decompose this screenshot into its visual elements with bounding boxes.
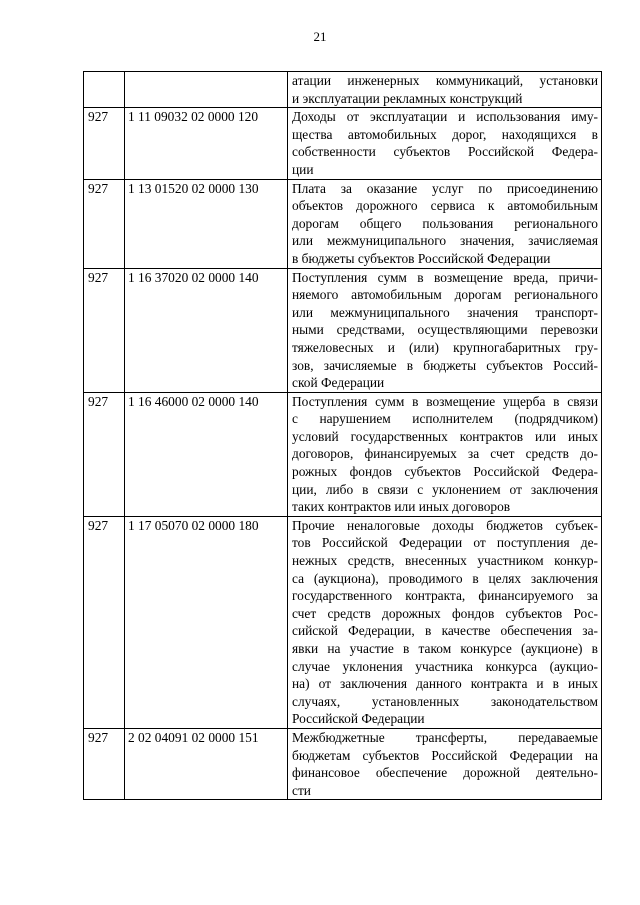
description-line: таких контрактов или иных договоров [292,499,511,515]
description-line: нежных средств, внесенных участником конкур- [292,553,598,569]
revenue-description-cell [288,179,602,268]
description-line: или межмуниципального значения, зачисляемая [292,233,598,249]
page-number: 21 [313,29,327,44]
revenue-description-cell [288,516,602,728]
description-line: и эксплуатации рекламных конструкций [292,90,523,106]
table-row [84,72,602,108]
description-line: бюджетам субъектов Российской Федерации на [292,747,598,763]
revenue-codes-table [83,71,602,800]
description-line: ской Федерации [292,375,385,391]
description-line: зов, зачисляемые в бюджеты субъектов Россий- [292,357,598,373]
description-line: тов Российской Федерации от поступления де- [292,535,598,551]
description-line: ции, либо в связи с уклонением от заключения [292,481,598,497]
description-line: щества автомобильных дорог, находящихся в [292,126,598,142]
description-line: в бюджеты субъектов Российской Федерации [292,250,551,266]
budget-classification-code-cell: 1 11 09032 02 0000 120 [125,108,288,179]
revenue-description-cell [288,108,602,179]
description-line: случае уклонения участника конкурса (аукцио- [292,658,598,674]
admin-code-cell [84,72,125,108]
description-line: условий государственных контрактов или иных [292,428,598,444]
description-line: рожных фондов субъектов Российской Федера- [292,464,598,480]
revenue-description-cell [288,392,602,516]
description-line: случаях, установленных законодательством [292,693,598,709]
description-line: на) от заключения данного контракта и в иных [292,676,598,692]
description-line: или межмуниципального значения транспорт- [292,304,598,320]
budget-classification-code-cell: 2 02 04091 02 0000 151 [125,728,288,799]
budget-classification-code-cell: 1 13 01520 02 0000 130 [125,179,288,268]
description-line: ными средствами, осуществляющими перевозки [292,322,598,338]
description-line: Доходы от эксплуатации и использования иму- [292,109,598,125]
description-line: Межбюджетные трансферты, передаваемые [292,729,598,745]
description-line: государственного контракта, финансируемого за [292,588,598,604]
admin-code-cell: 927 [84,108,125,179]
budget-classification-code-cell [125,72,288,108]
description-line: объектов дорожного сервиса к автомобильным [292,198,598,214]
description-line: дорогам общего пользования регионального [292,215,598,231]
description-line: финансовое обеспечение дорожной деятельно- [292,765,598,781]
budget-classification-code-cell: 1 16 37020 02 0000 140 [125,268,288,392]
table-row [84,516,602,728]
description-line: Прочие неналоговые доходы бюджетов субъек- [292,517,598,533]
admin-code-cell: 927 [84,728,125,799]
description-line: с нарушением исполнителем (подрядчиком) [292,411,598,427]
description-line: Российской Федерации [292,711,425,727]
description-line: собственности субъектов Российской Федера- [292,144,598,160]
table-row [84,179,602,268]
table-row [84,392,602,516]
admin-code-cell: 927 [84,179,125,268]
description-line: счет средств дорожных фондов субъектов Рос- [292,605,598,621]
description-line: сти [292,782,311,798]
admin-code-cell: 927 [84,268,125,392]
description-line: няемого автомобильным дорогам регионального [292,287,598,303]
description-line: ции [292,161,314,177]
description-line: Плата за оказание услуг по присоединению [292,180,598,196]
description-line: явки на участие в таком конкурсе (аукционе) в [292,641,598,656]
table-row [84,108,602,179]
description-line: Поступления сумм в возмещение вреда, причи- [292,269,598,285]
budget-classification-code-cell: 1 16 46000 02 0000 140 [125,392,288,516]
budget-classification-code-cell: 1 17 05070 02 0000 180 [125,516,288,728]
revenue-description-cell [288,72,602,108]
revenue-description-cell [288,268,602,392]
description-line: Поступления сумм в возмещение ущерба в связи [292,393,598,409]
description-line: атации инженерных коммуникаций, установки [292,73,598,88]
description-line: сийской Федерации, в качестве обеспечения за- [292,623,598,639]
admin-code-cell: 927 [84,392,125,516]
table-row [84,728,602,799]
description-line: тяжеловесных и (или) крупногабаритных гру- [292,339,598,355]
description-line: са (аукциона), проводимого в целях заключения [292,570,598,586]
description-line: договоров, финансируемых за счет средств до- [292,446,598,462]
admin-code-cell: 927 [84,516,125,728]
revenue-description-cell [288,728,602,799]
table-row [84,268,602,392]
